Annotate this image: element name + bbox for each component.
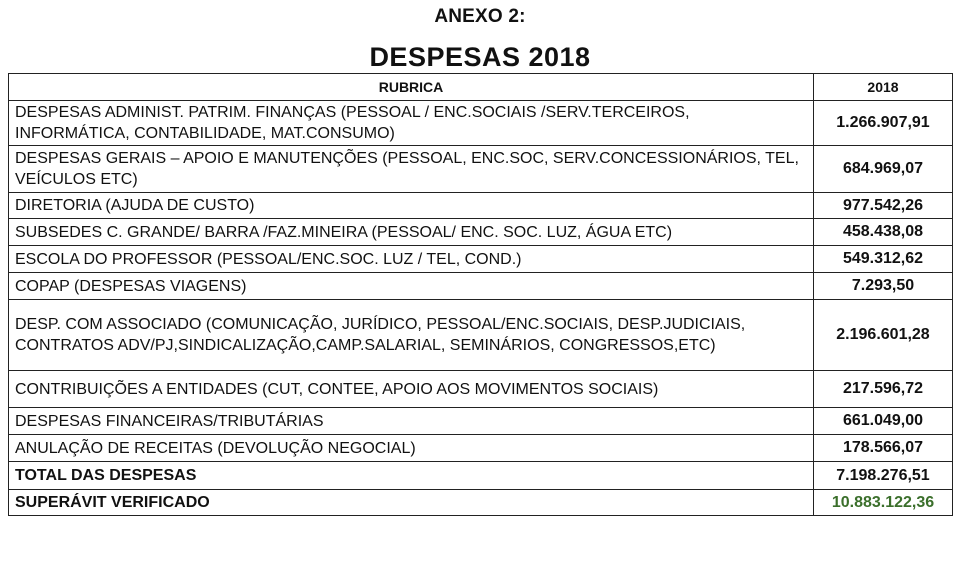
row-value: 2.196.601,28	[814, 300, 953, 371]
surplus-label: SUPERÁVIT VERIFICADO	[9, 490, 814, 516]
annex-title: ANEXO 2:	[434, 6, 526, 27]
table-row	[9, 219, 953, 246]
row-description: DESPESAS ADMINIST. PATRIM. FINANÇAS (PESSOAL / ENC.SOCIAIS /SERV.TERCEIROS, INFORMÁTICA, CONTABILIDADE, MAT.CONSUMO)	[9, 101, 814, 146]
row-description: COPAP (DESPESAS VIAGENS)	[9, 273, 814, 300]
surplus-row	[9, 490, 953, 516]
header-year: 2018	[814, 74, 953, 101]
row-value: 549.312,62	[814, 246, 953, 273]
row-value: 1.266.907,91	[814, 101, 953, 146]
surplus-value: 10.883.122,36	[814, 490, 953, 516]
header-rubrica: RUBRICA	[9, 74, 814, 101]
table-row	[9, 101, 953, 146]
row-value: 217.596,72	[814, 371, 953, 408]
row-value: 178.566,07	[814, 435, 953, 462]
table-row	[9, 273, 953, 300]
row-description: DESPESAS FINANCEIRAS/TRIBUTÁRIAS	[9, 408, 814, 435]
row-description: ANULAÇÃO DE RECEITAS (DEVOLUÇÃO NEGOCIAL)	[9, 435, 814, 462]
table-row	[9, 408, 953, 435]
table-row	[9, 146, 953, 193]
row-description: SUBSEDES C. GRANDE/ BARRA /FAZ.MINEIRA (PESSOAL/ ENC. SOC. LUZ, ÁGUA ETC)	[9, 219, 814, 246]
table-row	[9, 371, 953, 408]
table-title: DESPESAS 2018	[369, 42, 591, 72]
total-row	[9, 462, 953, 490]
row-value: 977.542,26	[814, 193, 953, 219]
row-description: DESP. COM ASSOCIADO (COMUNICAÇÃO, JURÍDICO, PESSOAL/ENC.SOCIAIS, DESP.JUDICIAIS, CONTRATOS ADV/PJ,SINDICALIZAÇÃO,CAMP.SALARIAL, SEMINÁRIOS, CONGRESSOS,ETC)	[9, 300, 814, 371]
row-description: ESCOLA DO PROFESSOR (PESSOAL/ENC.SOC. LUZ / TEL, COND.)	[9, 246, 814, 273]
table-row	[9, 300, 953, 371]
row-value: 684.969,07	[814, 146, 953, 193]
total-label: TOTAL DAS DESPESAS	[9, 462, 814, 490]
total-value: 7.198.276,51	[814, 462, 953, 490]
row-description: DESPESAS GERAIS – APOIO E MANUTENÇÕES (PESSOAL, ENC.SOC, SERV.CONCESSIONÁRIOS, TEL, VEÍCULOS ETC)	[9, 146, 814, 193]
table-row	[9, 435, 953, 462]
row-description: DIRETORIA (AJUDA DE CUSTO)	[9, 193, 814, 219]
row-value: 7.293,50	[814, 273, 953, 300]
row-value: 458.438,08	[814, 219, 953, 246]
table-row	[9, 193, 953, 219]
row-value: 661.049,00	[814, 408, 953, 435]
table-row	[9, 246, 953, 273]
table-header-row	[9, 74, 953, 101]
expenses-table	[8, 73, 953, 516]
row-description: CONTRIBUIÇÕES A ENTIDADES (CUT, CONTEE, APOIO AOS MOVIMENTOS SOCIAIS)	[9, 371, 814, 408]
